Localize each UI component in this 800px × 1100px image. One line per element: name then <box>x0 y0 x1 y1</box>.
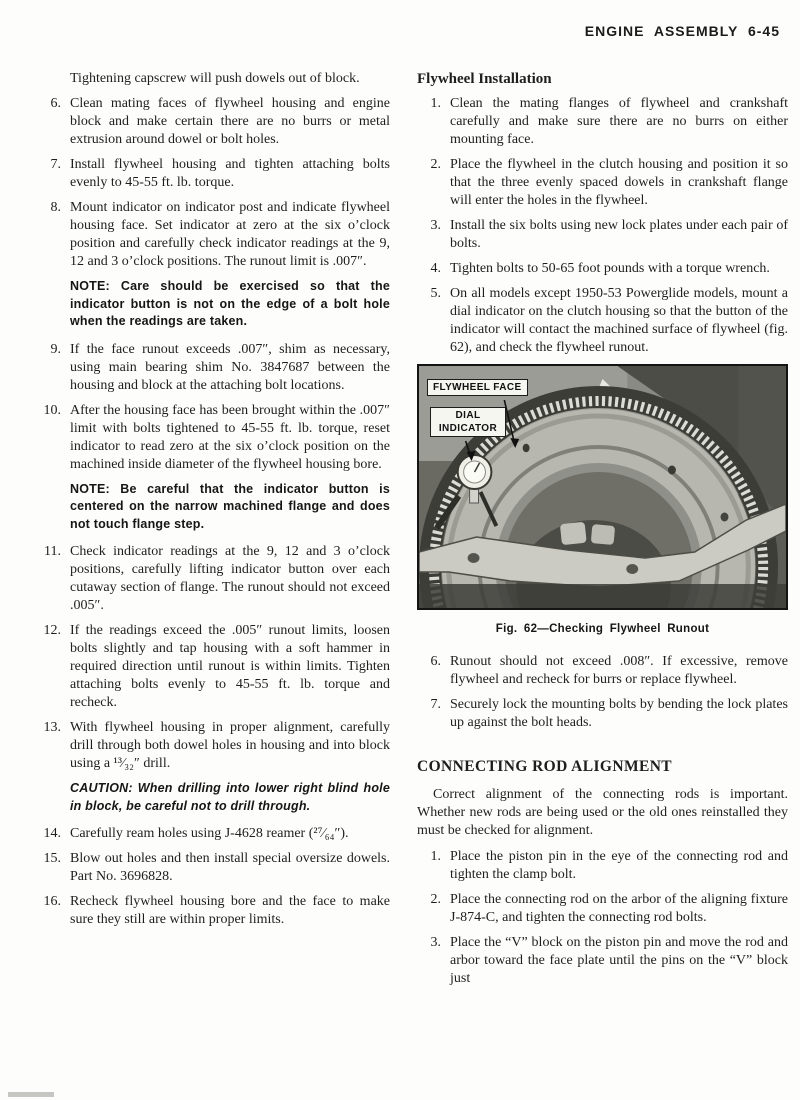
item-number: 13. <box>43 720 61 735</box>
list-item <box>37 622 390 712</box>
item-text: Check indicator readings at the 9, 12 and 3 o’clock positions, carefully lifting indicator button over each cutaway section of flange. The runout should not exceed .005″. <box>70 544 390 613</box>
item-text: After the housing face has been brought within the .007″ limit with bolts tightened to 45-55 ft. lb. torque, reset indicator to read zero at the six o’clock position on the machined inside diameter of the flywheel housing bore. <box>70 402 390 472</box>
list-item <box>417 260 788 278</box>
item-text: Place the piston pin in the eye of the connecting rod and tighten the clamp bolt. <box>450 849 788 882</box>
note-block: NOTE: Care should be exercised so that the indicator button is not on the edge of a bolt hole when the readings are taken. <box>70 279 390 328</box>
item-number: 1. <box>430 849 441 864</box>
item-number: 16. <box>43 894 61 909</box>
list-item <box>417 653 788 689</box>
item-number: 8. <box>50 200 61 215</box>
flywheel-photo-illustration <box>419 366 786 608</box>
list-item <box>37 199 390 271</box>
item-number: 3. <box>430 218 441 233</box>
figure-62 <box>417 364 788 638</box>
section-heading-flywheel-installation: Flywheel Installation <box>417 71 552 87</box>
item-number: 15. <box>43 851 61 866</box>
item-text: Recheck flywheel housing bore and the face to make sure they still are within proper limits. <box>70 894 390 927</box>
list-item <box>417 696 788 732</box>
figure-callout-dial-indicator: DIAL INDICATOR <box>430 407 506 437</box>
list-item <box>37 95 390 149</box>
list-item <box>37 719 390 773</box>
item-text: Runout should not exceed .008″. If excessive, remove flywheel and recheck for burrs or replace flywheel. <box>450 654 788 687</box>
item-number: 6. <box>50 96 61 111</box>
item-number: 4. <box>430 261 441 276</box>
list-item <box>417 285 788 357</box>
item-text: Clean the mating flanges of flywheel and crankshaft carefully and make sure there are no burrs on either mounting face. <box>450 96 788 147</box>
item-text: With flywheel housing in proper alignment, carefully drill through both dowel holes in housing and into block using a ¹³⁄₃₂″ drill. <box>70 720 390 771</box>
flywheel-runout-photo <box>417 364 788 610</box>
section-intro-paragraph: Correct alignment of the connecting rods is important. Whether new rods are being used or the old ones reinstalled they must be checked for alignment. <box>417 787 788 838</box>
item-number: 12. <box>43 623 61 638</box>
item-text: If the readings exceed the .005″ runout limits, loosen bolts slightly and tap housing with a soft hammer in required direction until runout is within limits. Tighten attaching bolts evenly to 45-55 ft. lb. torque and recheck. <box>70 623 390 710</box>
item-text: On all models except 1950-53 Powerglide models, mount a dial indicator on the clutch housing so that the button of the indicator will contact the machined surface of flywheel (fig. 62), and check the flywheel runout. <box>450 286 788 355</box>
list-item <box>417 934 788 988</box>
item-number: 9. <box>50 341 61 357</box>
section-heading-connecting-rod-alignment: CONNECTING ROD ALIGNMENT <box>417 758 673 775</box>
figure-callout-flywheel-face: FLYWHEEL FACE <box>427 379 528 396</box>
note-block: NOTE: Be careful that the indicator button is centered on the narrow machined flange and does not touch flange step. <box>70 481 390 531</box>
item-number: 7. <box>430 697 441 712</box>
item-number: 3. <box>430 935 441 950</box>
item-text: Tighten bolts to 50-65 foot pounds with a torque wrench. <box>450 261 770 276</box>
list-item <box>37 825 390 843</box>
item-text: Carefully ream holes using J-4628 reamer (²⁷⁄₆₄″). <box>70 826 349 841</box>
item-number: 11. <box>44 544 61 559</box>
list-item <box>37 893 390 929</box>
list-item <box>37 850 390 886</box>
item-number: 14. <box>43 826 61 841</box>
item-text: If the face runout exceeds .007″, shim as necessary, using main bearing shim No. 3847687 between the housing and block at the attaching bolt locations. <box>70 341 390 393</box>
list-item <box>37 156 390 192</box>
item-text: Install the six bolts using new lock plates under each pair of bolts. <box>450 218 788 251</box>
caution-block: CAUTION: When drilling into lower right blind hole in block, be careful not to drill through. <box>70 781 390 813</box>
item-number: 2. <box>430 892 441 907</box>
item-text: Blow out holes and then install special oversize dowels. Part No. 3696828. <box>70 851 390 884</box>
item-text: Clean mating faces of flywheel housing and engine block and make certain there are no burrs or metal extrusion around dowel or bolt holes. <box>70 96 390 147</box>
page-header: ENGINE ASSEMBLY 6-45 <box>584 23 780 39</box>
list-item <box>417 217 788 253</box>
item-text: Place the connecting rod on the arbor of the aligning fixture J-874-C, and tighten the connecting rod bolts. <box>450 892 788 925</box>
figure-caption: Fig. 62—Checking Flywheel Runout <box>495 623 710 635</box>
item-number: 6. <box>430 654 441 669</box>
list-item <box>417 95 788 149</box>
two-column-layout <box>37 70 788 995</box>
item-number: 10. <box>43 402 61 418</box>
list-item <box>417 156 788 210</box>
lead-paragraph: Tightening capscrew will push dowels out of block. <box>70 71 360 86</box>
item-number: 7. <box>50 157 61 172</box>
print-artifact-mark <box>8 1092 54 1097</box>
item-text: Place the “V” block on the piston pin and move the rod and arbor toward the face plate until the pins on the “V” block just <box>450 935 788 986</box>
item-text: Install flywheel housing and tighten attaching bolts evenly to 45-55 ft. lb. torque. <box>70 157 390 190</box>
list-item <box>417 891 788 927</box>
list-item <box>37 341 390 395</box>
item-text: Mount indicator on indicator post and indicate flywheel housing face. Set indicator at zero at the six o’clock position and carefully check indicator readings at the 9, 12 and 3 o’clock positions. The runout limit is .007″. <box>70 200 390 269</box>
list-item <box>37 402 390 474</box>
right-column <box>417 70 788 995</box>
list-item <box>417 848 788 884</box>
list-item <box>37 543 390 615</box>
item-number: 2. <box>430 157 441 172</box>
item-text: Place the flywheel in the clutch housing and position it so that the three evenly spaced dowels in crankshaft flange will enter the holes in the flywheel. <box>450 157 788 208</box>
item-number: 5. <box>430 286 441 301</box>
left-column <box>37 70 390 995</box>
item-text: Securely lock the mounting bolts by bending the lock plates up against the bolt heads. <box>450 697 788 730</box>
item-number: 1. <box>430 96 441 111</box>
